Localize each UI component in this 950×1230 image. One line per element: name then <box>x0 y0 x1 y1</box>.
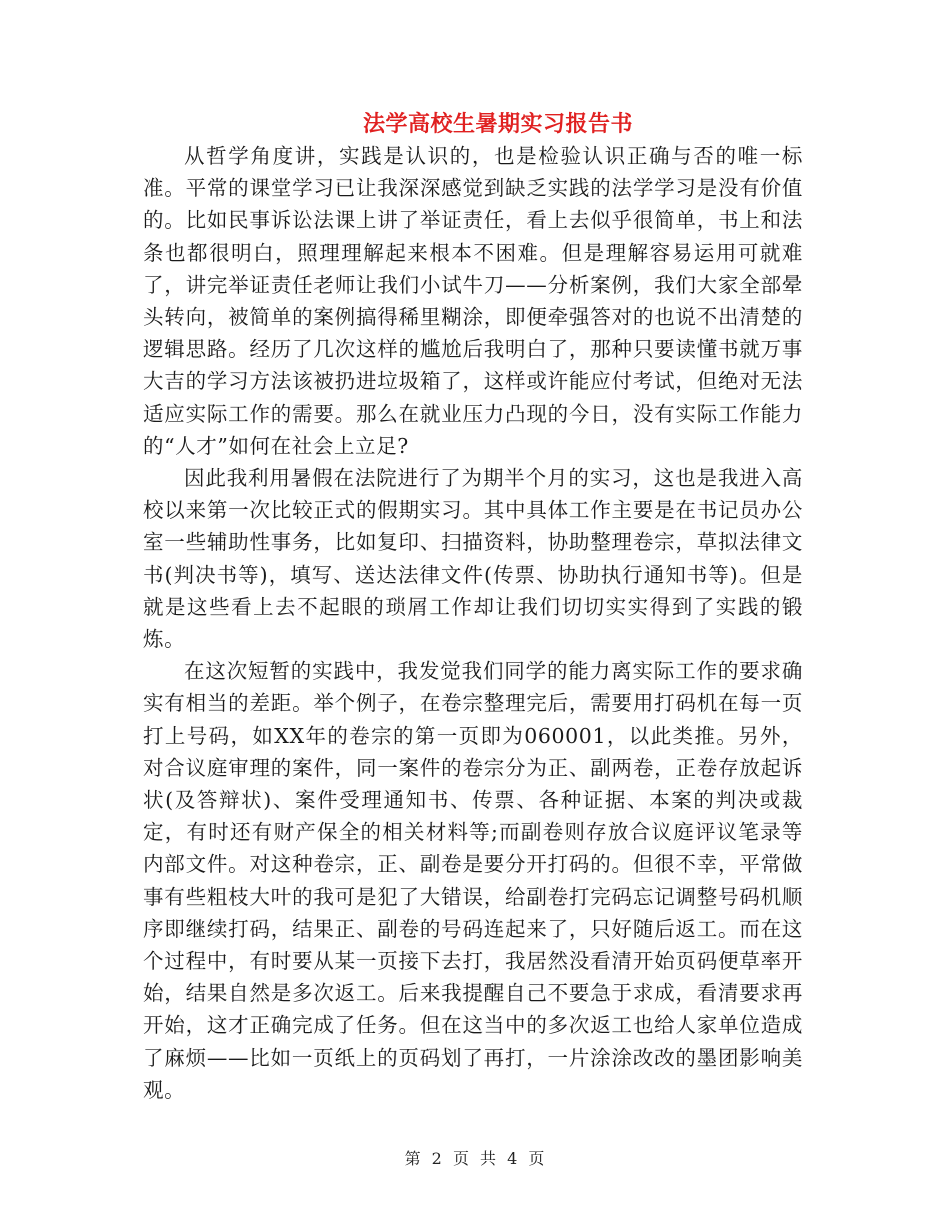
document-body <box>143 140 803 1106</box>
document-title: 法学高校生暑期实习报告书 <box>362 111 633 137</box>
page-number-footer: 第 2 页 共 4 页 <box>404 1149 546 1168</box>
paragraph-1: 从哲学角度讲，实践是认识的，也是检验认识正确与否的唯一标准。平常的课堂学习已让我深深感觉到缺乏实践的法学学习是没有价值的。比如民事诉讼法课上讲了举证责任，看上去似乎很简单，书上和法条也都很明白，照理理解起来根本不困难。但是理解容易运用可就难了，讲完举证责任老师让我们小试牛刀——分析案例，我们大家全部晕头转向，被简单的案例搞得稀里糊涂，即便牵强答对的也说不出清楚的逻辑思路。经历了几次这样的尴尬后我明白了，那种只要读懂书就万事大吉的学习方法该被扔进垃圾箱了，这样或许能应付考试，但绝对无法适应实际工作的需要。那么在就业压力凸现的今日，没有实际工作能力的“人才”如何在社会上立足? <box>143 144 803 458</box>
paragraph-2: 因此我利用暑假在法院进行了为期半个月的实习，这也是我进入高校以来第一次比较正式的假期实习。其中具体工作主要是在书记员办公室一些辅助性事务，比如复印、扫描资料，协助整理卷宗，草拟法律文书(判决书等)，填写、送达法律文件(传票、协助执行通知书等)。但是就是这些看上去不起眼的琐屑工作却让我们切切实实得到了实践的锻炼。 <box>143 466 803 652</box>
paragraph-3: 在这次短暂的实践中，我发觉我们同学的能力离实际工作的要求确实有相当的差距。举个例子，在卷宗整理完后，需要用打码机在每一页打上号码，如XX年的卷宗的第一页即为060001，以此类推。另外，对合议庭审理的案件，同一案件的卷宗分为正、副两卷，正卷存放起诉状(及答辩状)、案件受理通知书、传票、各种证据、本案的判决或裁定，有时还有财产保全的相关材料等;而副卷则存放合议庭评议笔录等内部文件。对这种卷宗，正、副卷是要分开打码的。但很不幸，平常做事有些粗枝大叶的我可是犯了大错误，给副卷打完码忘记调整号码机顺序即继续打码，结果正、副卷的号码连起来了，只好随后返工。而在这个过程中，有时要从某一页接下去打，我居然没看清开始页码便草率开始，结果自然是多次返工。后来我提醒自己不要急于求成，看清要求再开始，这才正确完成了任务。但在这当中的多次返工也给人家单位造成了麻烦——比如一页纸上的页码划了再打，一片涂涂改改的墨团影响美观。 <box>143 659 803 1102</box>
